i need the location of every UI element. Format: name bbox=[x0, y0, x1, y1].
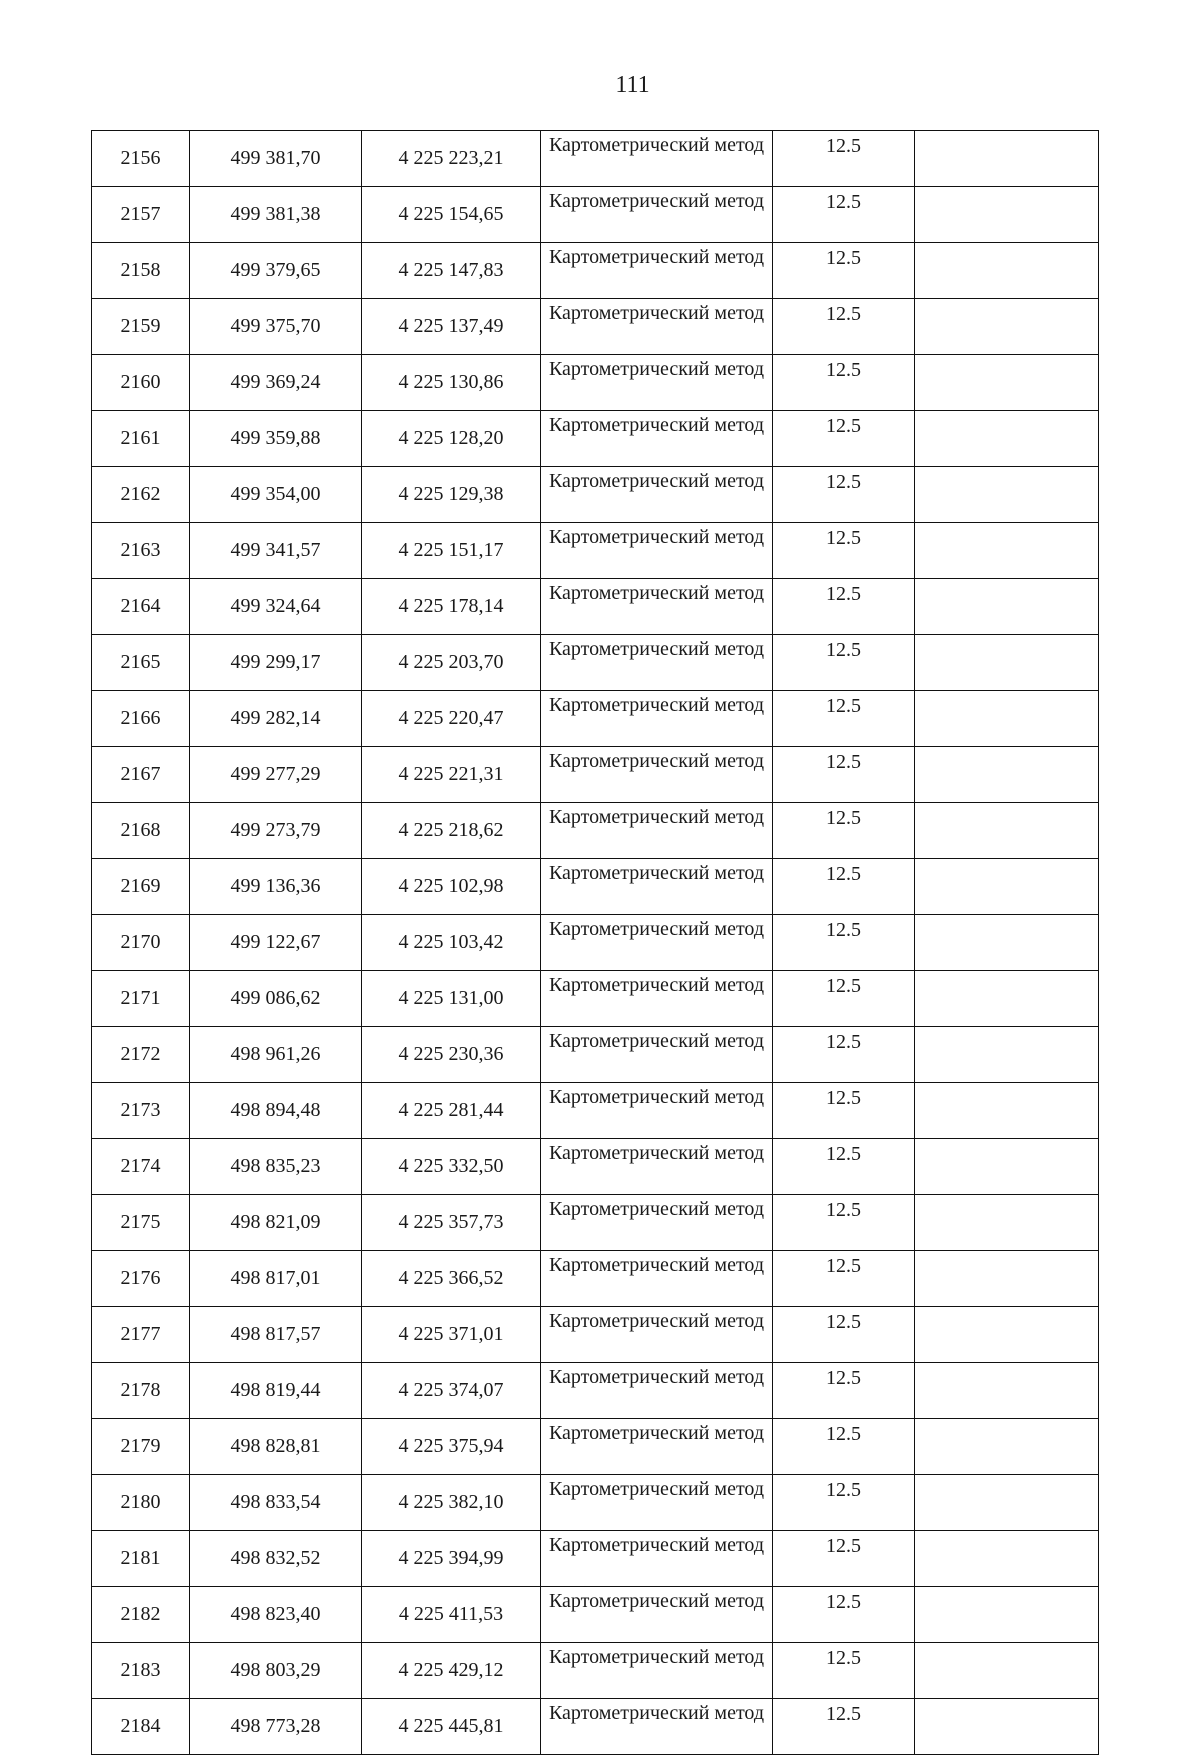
page-number: 111 bbox=[615, 72, 650, 98]
y-coordinate-cell: 4 225 203,70 bbox=[362, 635, 541, 691]
y-coordinate-cell: 4 225 221,31 bbox=[362, 747, 541, 803]
y-coordinate-cell: 4 225 178,14 bbox=[362, 579, 541, 635]
method-text: Картометрический метод bbox=[548, 1254, 765, 1276]
y-coordinate-cell: 4 225 366,52 bbox=[362, 1251, 541, 1307]
note-cell bbox=[915, 467, 1099, 523]
note-cell bbox=[915, 243, 1099, 299]
method-text: Картометрический метод bbox=[548, 974, 765, 996]
point-number-cell: 2178 bbox=[92, 1363, 190, 1419]
y-coordinate-cell: 4 225 130,86 bbox=[362, 355, 541, 411]
method-text: Картометрический метод bbox=[548, 302, 765, 324]
x-coordinate-cell: 498 833,54 bbox=[190, 1475, 362, 1531]
table-row bbox=[92, 1139, 1099, 1195]
method-text: Картометрический метод bbox=[548, 1086, 765, 1108]
method-cell bbox=[541, 859, 773, 915]
point-number-cell: 2182 bbox=[92, 1587, 190, 1643]
method-text: Картометрический метод bbox=[548, 134, 765, 156]
method-text: Картометрический метод bbox=[548, 806, 765, 828]
method-cell bbox=[541, 579, 773, 635]
method-cell bbox=[541, 1475, 773, 1531]
y-coordinate-cell: 4 225 102,98 bbox=[362, 859, 541, 915]
method-text: Картометрический метод bbox=[548, 750, 765, 772]
method-cell bbox=[541, 971, 773, 1027]
point-number-cell: 2162 bbox=[92, 467, 190, 523]
table-row bbox=[92, 1475, 1099, 1531]
method-cell bbox=[541, 411, 773, 467]
table-row bbox=[92, 1027, 1099, 1083]
y-coordinate-cell: 4 225 220,47 bbox=[362, 691, 541, 747]
table-row bbox=[92, 1699, 1099, 1755]
method-cell bbox=[541, 915, 773, 971]
note-cell bbox=[915, 355, 1099, 411]
x-coordinate-cell: 498 817,01 bbox=[190, 1251, 362, 1307]
y-coordinate-cell: 4 225 129,38 bbox=[362, 467, 541, 523]
table-row bbox=[92, 131, 1099, 187]
x-coordinate-cell: 498 821,09 bbox=[190, 1195, 362, 1251]
method-text: Картометрический метод bbox=[548, 1366, 765, 1388]
note-cell bbox=[915, 299, 1099, 355]
method-cell bbox=[541, 187, 773, 243]
note-cell bbox=[915, 411, 1099, 467]
method-text: Картометрический метод bbox=[548, 1534, 765, 1556]
y-coordinate-cell: 4 225 151,17 bbox=[362, 523, 541, 579]
y-coordinate-cell: 4 225 357,73 bbox=[362, 1195, 541, 1251]
method-cell bbox=[541, 1531, 773, 1587]
y-coordinate-cell: 4 225 218,62 bbox=[362, 803, 541, 859]
x-coordinate-cell: 498 803,29 bbox=[190, 1643, 362, 1699]
note-cell bbox=[915, 859, 1099, 915]
method-text: Картометрический метод bbox=[548, 1422, 765, 1444]
point-number-cell: 2173 bbox=[92, 1083, 190, 1139]
note-cell bbox=[915, 747, 1099, 803]
method-text: Картометрический метод bbox=[548, 1030, 765, 1052]
table-row bbox=[92, 1643, 1099, 1699]
table-row bbox=[92, 915, 1099, 971]
method-cell bbox=[541, 523, 773, 579]
accuracy-cell: 12.5 bbox=[773, 1195, 915, 1251]
point-number-cell: 2165 bbox=[92, 635, 190, 691]
table-row bbox=[92, 803, 1099, 859]
method-cell bbox=[541, 1587, 773, 1643]
y-coordinate-cell: 4 225 223,21 bbox=[362, 131, 541, 187]
point-number-cell: 2156 bbox=[92, 131, 190, 187]
y-coordinate-cell: 4 225 411,53 bbox=[362, 1587, 541, 1643]
x-coordinate-cell: 498 817,57 bbox=[190, 1307, 362, 1363]
table-row bbox=[92, 1195, 1099, 1251]
method-text: Картометрический метод bbox=[548, 1142, 765, 1164]
accuracy-cell: 12.5 bbox=[773, 1307, 915, 1363]
note-cell bbox=[915, 1027, 1099, 1083]
note-cell bbox=[915, 691, 1099, 747]
coordinates-table bbox=[91, 130, 1099, 1755]
accuracy-cell: 12.5 bbox=[773, 1363, 915, 1419]
table-row bbox=[92, 523, 1099, 579]
table-row bbox=[92, 467, 1099, 523]
method-text: Картометрический метод bbox=[548, 1702, 765, 1724]
accuracy-cell: 12.5 bbox=[773, 1475, 915, 1531]
method-text: Картометрический метод bbox=[548, 414, 765, 436]
point-number-cell: 2159 bbox=[92, 299, 190, 355]
note-cell bbox=[915, 523, 1099, 579]
method-cell bbox=[541, 691, 773, 747]
point-number-cell: 2167 bbox=[92, 747, 190, 803]
note-cell bbox=[915, 1307, 1099, 1363]
x-coordinate-cell: 499 375,70 bbox=[190, 299, 362, 355]
note-cell bbox=[915, 635, 1099, 691]
point-number-cell: 2161 bbox=[92, 411, 190, 467]
accuracy-cell: 12.5 bbox=[773, 1139, 915, 1195]
table-row bbox=[92, 1363, 1099, 1419]
x-coordinate-cell: 499 354,00 bbox=[190, 467, 362, 523]
table-row bbox=[92, 411, 1099, 467]
note-cell bbox=[915, 187, 1099, 243]
point-number-cell: 2176 bbox=[92, 1251, 190, 1307]
method-text: Картометрический метод bbox=[548, 190, 765, 212]
y-coordinate-cell: 4 225 131,00 bbox=[362, 971, 541, 1027]
x-coordinate-cell: 498 961,26 bbox=[190, 1027, 362, 1083]
method-cell bbox=[541, 1643, 773, 1699]
point-number-cell: 2168 bbox=[92, 803, 190, 859]
x-coordinate-cell: 499 086,62 bbox=[190, 971, 362, 1027]
method-text: Картометрический метод bbox=[548, 918, 765, 940]
accuracy-cell: 12.5 bbox=[773, 467, 915, 523]
y-coordinate-cell: 4 225 332,50 bbox=[362, 1139, 541, 1195]
method-cell bbox=[541, 1307, 773, 1363]
method-cell bbox=[541, 243, 773, 299]
method-text: Картометрический метод bbox=[548, 638, 765, 660]
note-cell bbox=[915, 1363, 1099, 1419]
method-cell bbox=[541, 635, 773, 691]
accuracy-cell: 12.5 bbox=[773, 131, 915, 187]
accuracy-cell: 12.5 bbox=[773, 1699, 915, 1755]
method-text: Картометрический метод bbox=[548, 694, 765, 716]
accuracy-cell: 12.5 bbox=[773, 411, 915, 467]
note-cell bbox=[915, 1643, 1099, 1699]
method-text: Картометрический метод bbox=[548, 246, 765, 268]
y-coordinate-cell: 4 225 374,07 bbox=[362, 1363, 541, 1419]
accuracy-cell: 12.5 bbox=[773, 1251, 915, 1307]
x-coordinate-cell: 498 894,48 bbox=[190, 1083, 362, 1139]
method-cell bbox=[541, 1419, 773, 1475]
x-coordinate-cell: 499 282,14 bbox=[190, 691, 362, 747]
y-coordinate-cell: 4 225 137,49 bbox=[362, 299, 541, 355]
method-cell bbox=[541, 1251, 773, 1307]
point-number-cell: 2163 bbox=[92, 523, 190, 579]
method-text: Картометрический метод bbox=[548, 1198, 765, 1220]
x-coordinate-cell: 499 381,38 bbox=[190, 187, 362, 243]
method-cell bbox=[541, 1699, 773, 1755]
point-number-cell: 2160 bbox=[92, 355, 190, 411]
y-coordinate-cell: 4 225 429,12 bbox=[362, 1643, 541, 1699]
point-number-cell: 2166 bbox=[92, 691, 190, 747]
point-number-cell: 2174 bbox=[92, 1139, 190, 1195]
note-cell bbox=[915, 1419, 1099, 1475]
point-number-cell: 2180 bbox=[92, 1475, 190, 1531]
y-coordinate-cell: 4 225 394,99 bbox=[362, 1531, 541, 1587]
method-cell bbox=[541, 803, 773, 859]
note-cell bbox=[915, 803, 1099, 859]
accuracy-cell: 12.5 bbox=[773, 299, 915, 355]
accuracy-cell: 12.5 bbox=[773, 1531, 915, 1587]
x-coordinate-cell: 499 379,65 bbox=[190, 243, 362, 299]
y-coordinate-cell: 4 225 375,94 bbox=[362, 1419, 541, 1475]
table-row bbox=[92, 1251, 1099, 1307]
x-coordinate-cell: 499 369,24 bbox=[190, 355, 362, 411]
table-row bbox=[92, 747, 1099, 803]
accuracy-cell: 12.5 bbox=[773, 1027, 915, 1083]
table-row bbox=[92, 1531, 1099, 1587]
accuracy-cell: 12.5 bbox=[773, 1083, 915, 1139]
accuracy-cell: 12.5 bbox=[773, 187, 915, 243]
accuracy-cell: 12.5 bbox=[773, 1643, 915, 1699]
y-coordinate-cell: 4 225 371,01 bbox=[362, 1307, 541, 1363]
method-cell bbox=[541, 131, 773, 187]
point-number-cell: 2172 bbox=[92, 1027, 190, 1083]
accuracy-cell: 12.5 bbox=[773, 691, 915, 747]
x-coordinate-cell: 499 122,67 bbox=[190, 915, 362, 971]
note-cell bbox=[915, 915, 1099, 971]
accuracy-cell: 12.5 bbox=[773, 803, 915, 859]
note-cell bbox=[915, 1699, 1099, 1755]
accuracy-cell: 12.5 bbox=[773, 747, 915, 803]
accuracy-cell: 12.5 bbox=[773, 243, 915, 299]
y-coordinate-cell: 4 225 154,65 bbox=[362, 187, 541, 243]
x-coordinate-cell: 498 819,44 bbox=[190, 1363, 362, 1419]
point-number-cell: 2175 bbox=[92, 1195, 190, 1251]
method-cell bbox=[541, 299, 773, 355]
y-coordinate-cell: 4 225 230,36 bbox=[362, 1027, 541, 1083]
table-row bbox=[92, 1307, 1099, 1363]
y-coordinate-cell: 4 225 281,44 bbox=[362, 1083, 541, 1139]
x-coordinate-cell: 499 341,57 bbox=[190, 523, 362, 579]
table-row bbox=[92, 691, 1099, 747]
table-row bbox=[92, 355, 1099, 411]
x-coordinate-cell: 498 773,28 bbox=[190, 1699, 362, 1755]
accuracy-cell: 12.5 bbox=[773, 579, 915, 635]
method-text: Картометрический метод bbox=[548, 470, 765, 492]
coordinates-table-body bbox=[92, 131, 1099, 1755]
method-cell bbox=[541, 1083, 773, 1139]
note-cell bbox=[915, 1251, 1099, 1307]
y-coordinate-cell: 4 225 147,83 bbox=[362, 243, 541, 299]
method-text: Картометрический метод bbox=[548, 582, 765, 604]
table-row bbox=[92, 1083, 1099, 1139]
accuracy-cell: 12.5 bbox=[773, 523, 915, 579]
method-cell bbox=[541, 747, 773, 803]
x-coordinate-cell: 499 324,64 bbox=[190, 579, 362, 635]
y-coordinate-cell: 4 225 128,20 bbox=[362, 411, 541, 467]
point-number-cell: 2179 bbox=[92, 1419, 190, 1475]
method-text: Картометрический метод bbox=[548, 358, 765, 380]
method-text: Картометрический метод bbox=[548, 526, 765, 548]
point-number-cell: 2158 bbox=[92, 243, 190, 299]
table-row bbox=[92, 187, 1099, 243]
method-cell bbox=[541, 1195, 773, 1251]
note-cell bbox=[915, 1475, 1099, 1531]
note-cell bbox=[915, 1083, 1099, 1139]
accuracy-cell: 12.5 bbox=[773, 915, 915, 971]
note-cell bbox=[915, 579, 1099, 635]
x-coordinate-cell: 499 359,88 bbox=[190, 411, 362, 467]
table-row bbox=[92, 1419, 1099, 1475]
point-number-cell: 2181 bbox=[92, 1531, 190, 1587]
x-coordinate-cell: 499 381,70 bbox=[190, 131, 362, 187]
table-row bbox=[92, 971, 1099, 1027]
y-coordinate-cell: 4 225 382,10 bbox=[362, 1475, 541, 1531]
method-cell bbox=[541, 355, 773, 411]
note-cell bbox=[915, 1531, 1099, 1587]
y-coordinate-cell: 4 225 103,42 bbox=[362, 915, 541, 971]
note-cell bbox=[915, 1195, 1099, 1251]
table-row bbox=[92, 299, 1099, 355]
accuracy-cell: 12.5 bbox=[773, 635, 915, 691]
point-number-cell: 2157 bbox=[92, 187, 190, 243]
method-cell bbox=[541, 1363, 773, 1419]
method-cell bbox=[541, 1027, 773, 1083]
x-coordinate-cell: 498 828,81 bbox=[190, 1419, 362, 1475]
table-row bbox=[92, 635, 1099, 691]
method-cell bbox=[541, 1139, 773, 1195]
table-row bbox=[92, 1587, 1099, 1643]
note-cell bbox=[915, 1587, 1099, 1643]
note-cell bbox=[915, 131, 1099, 187]
table-row bbox=[92, 579, 1099, 635]
x-coordinate-cell: 498 832,52 bbox=[190, 1531, 362, 1587]
point-number-cell: 2177 bbox=[92, 1307, 190, 1363]
accuracy-cell: 12.5 bbox=[773, 971, 915, 1027]
method-text: Картометрический метод bbox=[548, 1646, 765, 1668]
table-row bbox=[92, 243, 1099, 299]
point-number-cell: 2183 bbox=[92, 1643, 190, 1699]
point-number-cell: 2169 bbox=[92, 859, 190, 915]
accuracy-cell: 12.5 bbox=[773, 1587, 915, 1643]
method-text: Картометрический метод bbox=[548, 1590, 765, 1612]
x-coordinate-cell: 499 277,29 bbox=[190, 747, 362, 803]
point-number-cell: 2164 bbox=[92, 579, 190, 635]
method-text: Картометрический метод bbox=[548, 1478, 765, 1500]
x-coordinate-cell: 499 299,17 bbox=[190, 635, 362, 691]
x-coordinate-cell: 498 835,23 bbox=[190, 1139, 362, 1195]
method-text: Картометрический метод bbox=[548, 1310, 765, 1332]
x-coordinate-cell: 499 136,36 bbox=[190, 859, 362, 915]
point-number-cell: 2170 bbox=[92, 915, 190, 971]
note-cell bbox=[915, 971, 1099, 1027]
accuracy-cell: 12.5 bbox=[773, 1419, 915, 1475]
note-cell bbox=[915, 1139, 1099, 1195]
table-row bbox=[92, 859, 1099, 915]
y-coordinate-cell: 4 225 445,81 bbox=[362, 1699, 541, 1755]
point-number-cell: 2171 bbox=[92, 971, 190, 1027]
x-coordinate-cell: 499 273,79 bbox=[190, 803, 362, 859]
x-coordinate-cell: 498 823,40 bbox=[190, 1587, 362, 1643]
method-text: Картометрический метод bbox=[548, 862, 765, 884]
point-number-cell: 2184 bbox=[92, 1699, 190, 1755]
accuracy-cell: 12.5 bbox=[773, 355, 915, 411]
method-cell bbox=[541, 467, 773, 523]
accuracy-cell: 12.5 bbox=[773, 859, 915, 915]
